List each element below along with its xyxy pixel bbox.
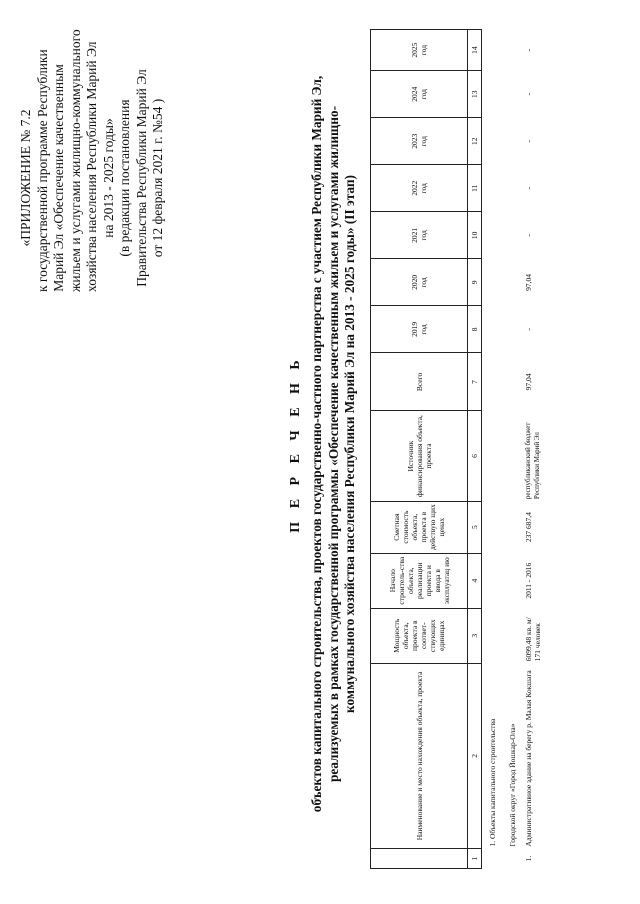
header-capacity: Мощность объекта, проекта в соответ-ствующих единицах xyxy=(371,608,468,663)
section-row xyxy=(482,30,503,869)
column-number: 1 xyxy=(468,848,482,868)
appendix-line: к государственной программе Республики xyxy=(34,49,50,292)
appendix-line: на 2013 - 2025 годы» xyxy=(100,118,116,238)
column-number: 12 xyxy=(468,118,482,165)
year-value: - xyxy=(524,328,533,331)
title-line: объектов капитального строительства, проектов государственно-частного партнерства с участием Республики Марий Эл, xyxy=(309,75,324,813)
object-name: Административное здание на берегу р. Малая Кокшага xyxy=(524,670,533,847)
header-year: 2024 год xyxy=(371,71,468,118)
column-number: 10 xyxy=(468,212,482,259)
year-value: - xyxy=(524,187,533,190)
object-capacity: 6099,48 кв. м/ 171 человек xyxy=(524,617,542,662)
document-title xyxy=(288,24,359,864)
objects-table xyxy=(370,29,544,869)
column-number: 3 xyxy=(468,608,482,663)
section-title: 1. Объекты капитального строительства xyxy=(487,718,497,847)
object-total: 97,04 xyxy=(524,373,533,391)
column-number: 9 xyxy=(468,259,482,306)
year-value: - xyxy=(524,48,533,52)
object-period: 2011 - 2016 xyxy=(524,562,533,599)
header-row xyxy=(371,30,468,869)
column-number: 2 xyxy=(468,663,482,848)
column-number: 7 xyxy=(468,353,482,411)
column-number: 4 xyxy=(468,553,482,608)
row-number: 1. xyxy=(524,855,533,862)
table-row xyxy=(522,30,544,869)
subsection-title: Городской округ «Город Йошкар-Ола» xyxy=(507,723,517,847)
object-source: республиканский бюджет Республики Марий Эл xyxy=(524,422,541,500)
appendix-line: Правительства Республики Марий Эл xyxy=(133,69,149,287)
year-value: 97,04 xyxy=(524,273,533,291)
appendix-block xyxy=(18,29,167,292)
header-year: 2023 год xyxy=(371,118,468,165)
year-value: - xyxy=(524,92,533,96)
header-source: Источник финансирования объекта, проекта xyxy=(371,411,468,501)
column-number: 11 xyxy=(468,165,482,212)
column-number-row xyxy=(468,30,482,869)
column-number: 14 xyxy=(468,30,482,71)
header-cost: Сметная стоимость объекта, проекта в действую щих ценах xyxy=(371,501,468,553)
title-line: реализуемых в рамках государственной программы «Обеспечение качественным жильем и услугами жилищно- xyxy=(325,106,341,783)
column-number: 5 xyxy=(468,501,482,553)
appendix-line: хозяйства населения Республики Марий Эл xyxy=(84,41,99,292)
title-line: коммунального хозяйства населения Республики Марий Эл на 2013 - 2025 годы» (II этап) xyxy=(342,175,357,713)
appendix-line: от 12 февраля 2021 г. №54 ) xyxy=(150,98,165,258)
header-year: 2020 год xyxy=(371,259,468,306)
appendix-line: жильем и услугами жилищно-коммунального xyxy=(67,29,83,292)
year-value: - xyxy=(524,234,533,237)
header-cell-num xyxy=(371,848,468,868)
header-name: Наименование и место нахождения объекта, проекта xyxy=(371,663,468,848)
subsection-row xyxy=(502,30,522,869)
header-year: 2022 год xyxy=(371,165,468,212)
object-cost: 237 687,4 xyxy=(524,512,533,543)
header-year: 2025 год xyxy=(371,30,468,71)
year-value: - xyxy=(524,139,533,143)
header-total: Всего xyxy=(371,353,468,411)
header-year: 2021 год xyxy=(371,212,468,259)
column-number: 8 xyxy=(468,306,482,353)
column-number: 6 xyxy=(468,411,482,501)
appendix-line: «ПРИЛОЖЕНИЕ № 7.2 xyxy=(18,109,33,247)
title-heading: П Е Р Е Ч Е Н Ь xyxy=(288,355,303,533)
header-year: 2019 год xyxy=(371,306,468,353)
header-period: Начало строитель-ства объекта, реализации проекта и ввода в эксплуатац ию xyxy=(371,553,468,608)
appendix-line: Марий Эл «Обеспечение качественным xyxy=(51,64,66,292)
column-number: 13 xyxy=(468,71,482,118)
appendix-line: (в редакции постановления xyxy=(117,99,132,257)
